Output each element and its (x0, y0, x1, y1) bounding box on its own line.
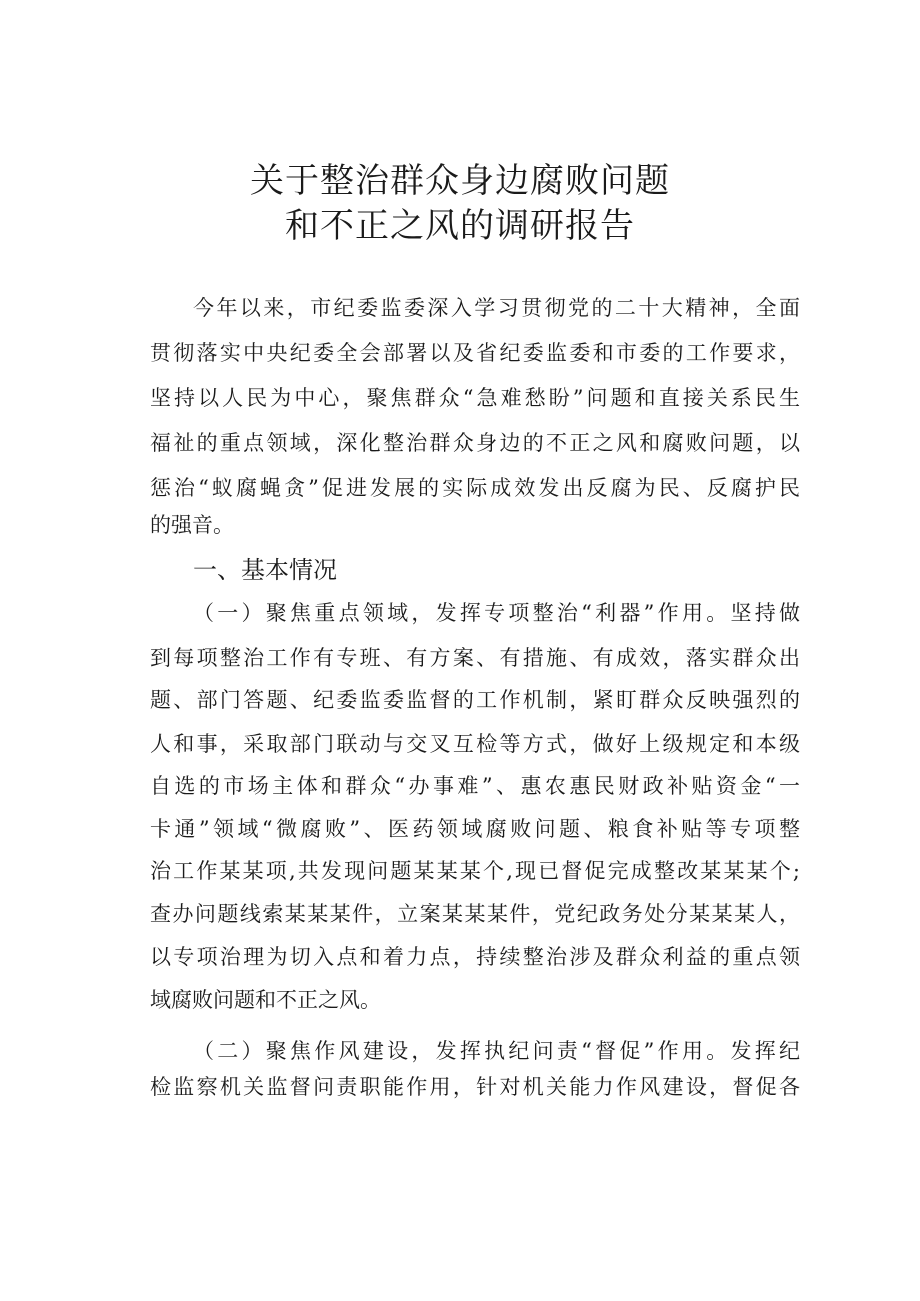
paragraph-1-line: 卡通”领域“微腐败”、医药领域腐败问题、粮食补贴等专项整 (150, 817, 800, 841)
intro-line: 惩治“蚁腐蝇贪”促进发展的实际成效发出反腐为民、反腐护民 (150, 476, 800, 500)
intro-line: 的强音。 (150, 513, 234, 537)
paragraph-2-line: （二）聚焦作风建设，发挥执纪问责“督促”作用。发挥纪 (193, 1039, 800, 1063)
paragraph-1-line: （一）聚焦重点领域，发挥专项整治“利器”作用。坚持做 (193, 601, 800, 625)
paragraph-1-line: 题、部门答题、纪委监委监督的工作机制，紧盯群众反映强烈的 (150, 688, 800, 712)
paragraph-2-line: 检监察机关监督问责职能作用，针对机关能力作风建设，督促各 (150, 1075, 800, 1099)
document-title-line-1: 关于整治群众身边腐败问题 (250, 161, 670, 201)
section-heading: 一、基本情况 (193, 556, 337, 584)
paragraph-1-line: 自选的市场主体和群众“办事难”、惠农惠民财政补贴资金“一 (150, 774, 800, 798)
document-title-line-2: 和不正之风的调研报告 (285, 206, 635, 246)
paragraph-1-line: 到每项整治工作有专班、有方案、有措施、有成效，落实群众出 (150, 646, 800, 670)
paragraph-1-line: 域腐败问题和不正之风。 (150, 988, 381, 1012)
intro-line: 贯彻落实中央纪委全会部署以及省纪委监委和市委的工作要求， (150, 341, 800, 365)
intro-line: 坚持以人民为中心，聚焦群众“急难愁盼”问题和直接关系民生 (150, 386, 800, 410)
paragraph-1-line: 人和事，采取部门联动与交叉互检等方式，做好上级规定和本级 (150, 732, 800, 756)
paragraph-1-line: 查办问题线索某某某件，立案某某某件，党纪政务处分某某某人， (150, 902, 800, 926)
intro-line: 福祉的重点领域，深化整治群众身边的不正之风和腐败问题，以 (150, 431, 800, 455)
paragraph-1-line: 治工作某某项,共发现问题某某某个,现已督促完成整改某某某个; (150, 859, 800, 883)
paragraph-1-line: 以专项治理为切入点和着力点，持续整治涉及群众利益的重点领 (150, 945, 800, 969)
intro-line: 今年以来，市纪委监委深入学习贯彻党的二十大精神，全面 (193, 296, 800, 320)
